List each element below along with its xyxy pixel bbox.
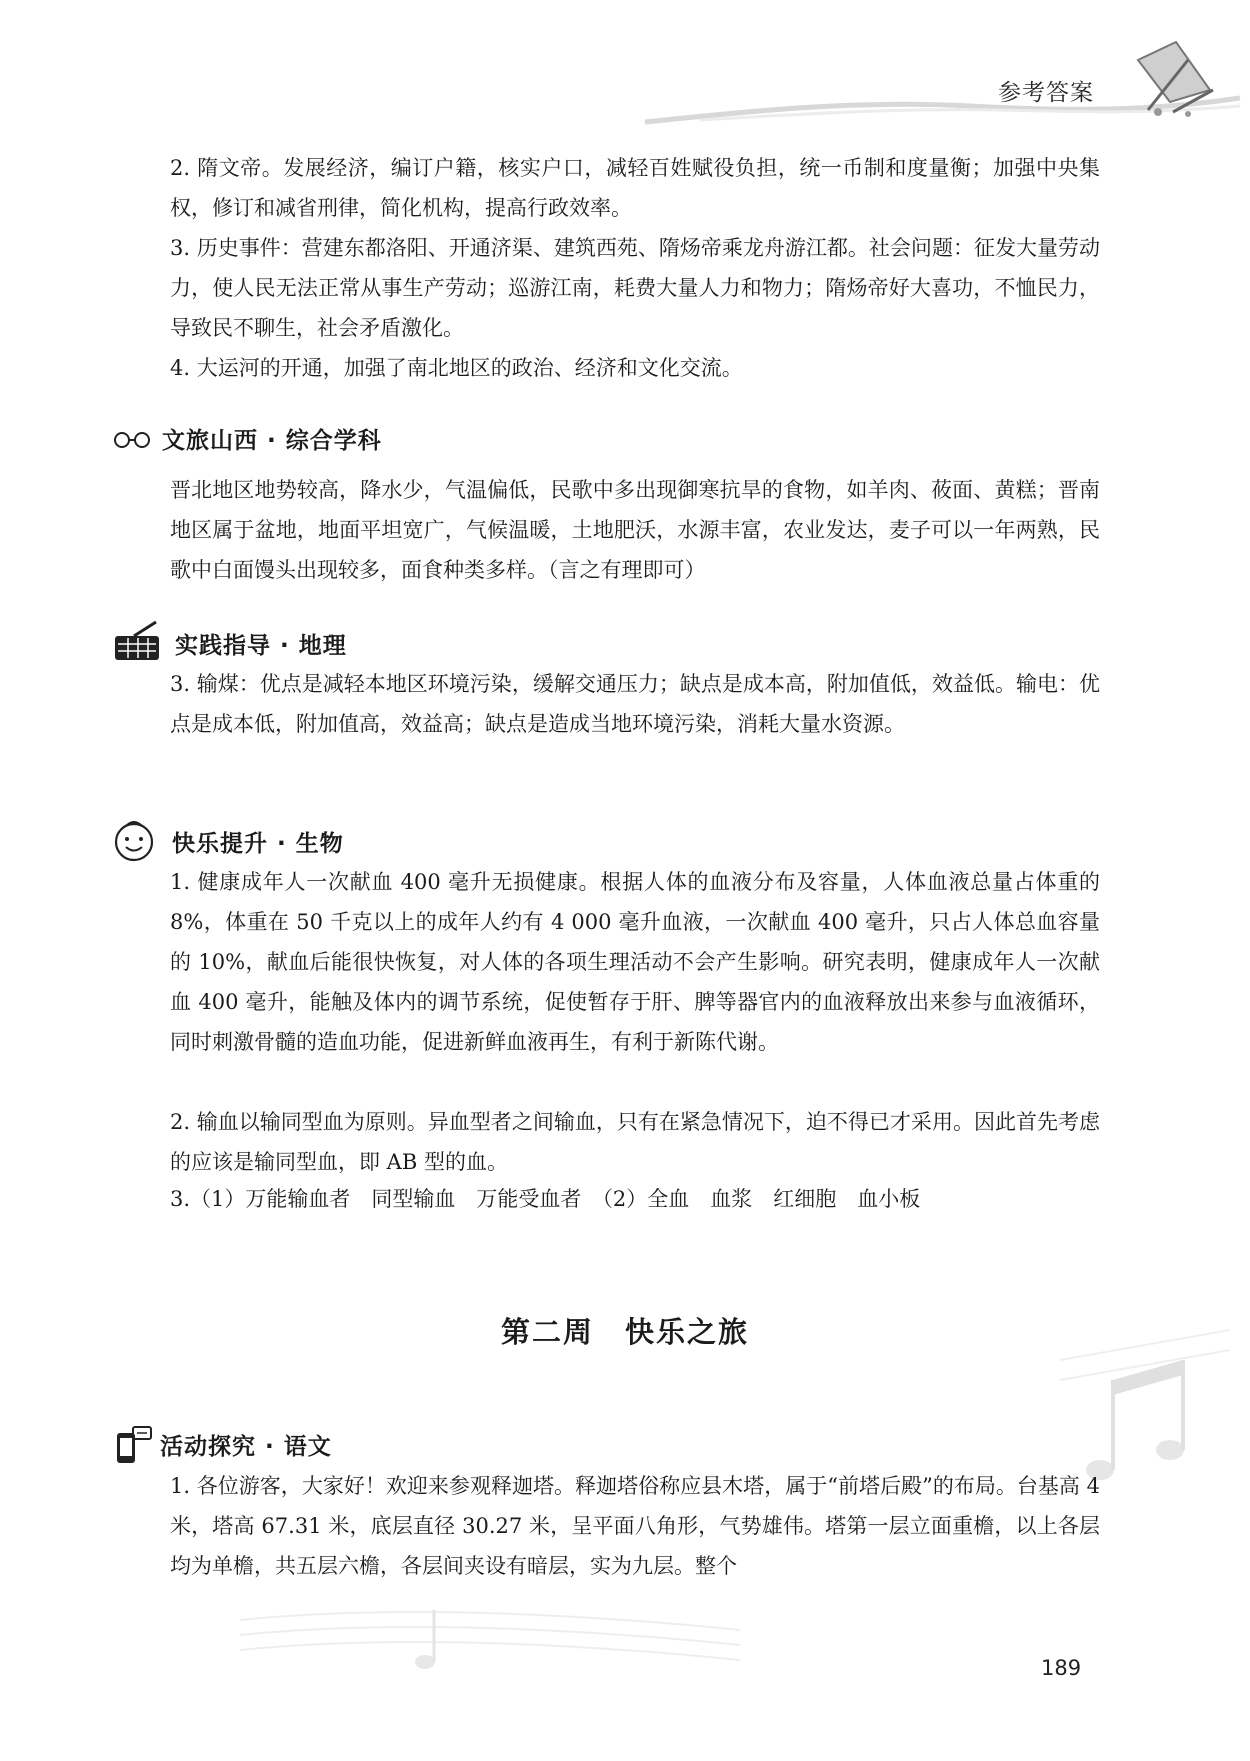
section-title-huodong: 活动探究 · 语文 [160, 1434, 332, 1460]
header-title: 参考答案 [998, 80, 1094, 106]
music-staff-decoration [240, 1590, 740, 1680]
beach-chair-icon [1118, 30, 1228, 120]
kuaile-answer-2: 2. 输血以输同型血为原则。异血型者之间输血，只有在紧急情况下，迫不得已才采用。因此首先考虑的应该是输同型血，即 AB 型的血。 [170, 1110, 1100, 1174]
glasses-icon [112, 430, 152, 450]
section-text-wenlv: 晋北地区地势较高，降水少，气温偏低，民歌中多出现御寒抗旱的食物，如羊肉、莜面、黄糕；晋南地区属于盆地，地面平坦宽广，气候温暖，土地肥沃，水源丰富，农业发达，麦子可以一年两熟，民歌中白面馒头出现较多，面食种类多样。（言之有理即可） [170, 478, 1100, 582]
smiley-face-icon [112, 820, 156, 862]
section-title-kuaile: 快乐提升 · 生物 [172, 831, 344, 857]
history-answer-2: 2. 隋文帝。发展经济，编订户籍，核实户口，减轻百姓赋役负担，统一币制和度量衡；加强中央集权，修订和减省刑律，简化机构，提高行政效率。 [170, 156, 1100, 220]
history-answer-3: 3. 历史事件：营建东都洛阳、开通济渠、建筑西苑、隋炀帝乘龙舟游江都。社会问题：征发大量劳动力，使人民无法正常从事生产劳动；巡游江南，耗费大量人力和物力；隋炀帝好大喜功，不恤民力，导致民不聊生，社会矛盾激化。 [170, 236, 1100, 340]
section-title-shijian: 实践指导 · 地理 [175, 633, 347, 659]
week-title: 第二周 快乐之旅 [500, 1315, 749, 1349]
phone-chat-icon [115, 1425, 153, 1465]
kuaile-answer-3: 3.（1）万能输血者 同型输血 万能受血者 （2）全血 血浆 红细胞 血小板 [170, 1187, 921, 1211]
section-text-shijian: 3. 输煤：优点是减轻本地区环境污染，缓解交通压力；缺点是成本高，附加值低，效益低。输电：优点是成本低，附加值高，效益高；缺点是造成当地环境污染，消耗大量水资源。 [170, 672, 1100, 736]
basket-icon [112, 620, 162, 662]
kuaile-answer-1: 1. 健康成年人一次献血 400 毫升无损健康。根据人体的血液分布及容量，人体血液总量占体重的 8%，体重在 50 千克以上的成年人约有 4 000 毫升血液，一次献血 400 毫升，只占人体总血容量的 10%，献血后能很快恢复，对人体的各项生理活动不会产生影响。研究表明，健康成年人一次献血 400 毫升，能触及体内的调节系统，促使暂存于肝、脾等器官内的血液释放出来参与血液循环，同时刺激骨髓的造血功能，促进新鲜血液再生，有利于新陈代谢。 [170, 870, 1100, 1054]
section-title-wenlv: 文旅山西 · 综合学科 [162, 428, 382, 454]
section-text-huodong: 1. 各位游客，大家好！欢迎来参观释迦塔。释迦塔俗称应县木塔，属于“前塔后殿”的布局。台基高 4 米，塔高 67.31 米，底层直径 30.27 米，呈平面八角形，气势雄伟。塔第一层立面重檐，以上各层均为单檐，共五层六檐，各层间夹设有暗层，实为九层。整个 [170, 1474, 1100, 1578]
history-answer-4: 4. 大运河的开通，加强了南北地区的政治、经济和文化交流。 [170, 356, 743, 380]
page-number: 189 [1041, 1656, 1082, 1680]
